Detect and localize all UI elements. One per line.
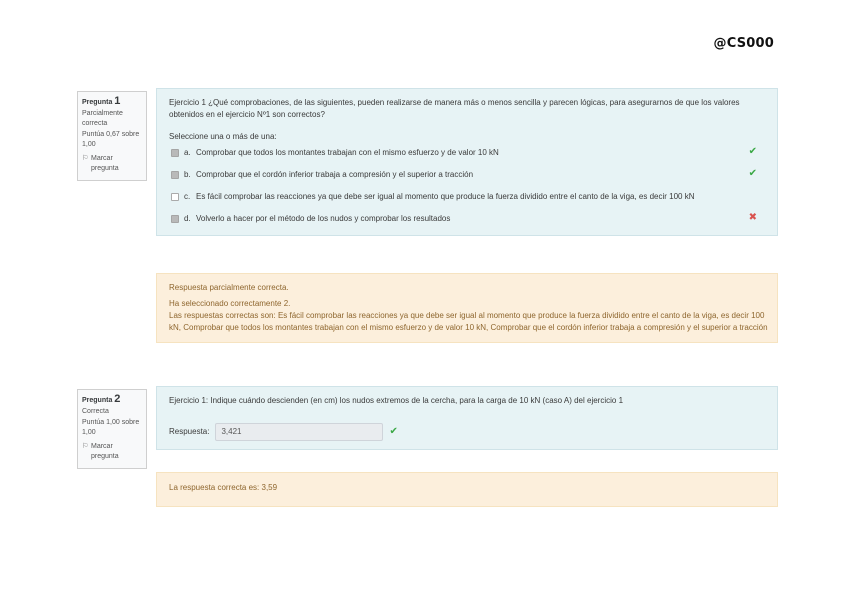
watermark: @CS000 — [713, 36, 774, 51]
option-text: Volverlo a hacer por el método de los nudos y comprobar los resultados — [196, 214, 451, 223]
option-letter: b. — [184, 170, 191, 179]
option-c[interactable] — [169, 189, 771, 205]
feedback-general: Respuesta parcialmente correcta. — [169, 283, 289, 292]
check-icon: ✔ — [748, 146, 757, 157]
option-c-checkbox[interactable] — [171, 193, 179, 201]
check-icon: ✔ — [748, 168, 757, 179]
option-d[interactable] — [169, 211, 771, 227]
question-feedback-2 — [156, 472, 778, 507]
flag-label: Marcar pregunta — [91, 155, 119, 172]
question-info-2 — [77, 389, 147, 469]
option-text: Es fácil comprobar las reacciones ya que debe ser igual al momento que produce la fuerza dividido entre el canto de la viga, es decir 100 kN — [196, 192, 695, 201]
flag-label: Marcar pregunta — [91, 443, 119, 460]
question-number-value: 2 — [114, 393, 121, 405]
feedback-selected: Ha seleccionado correctamente 2. — [169, 299, 291, 308]
question-number — [82, 394, 142, 406]
cross-icon: ✖ — [748, 212, 757, 223]
option-letter: a. — [184, 148, 191, 157]
question-number-value: 1 — [114, 95, 121, 107]
feedback-correct-answers: Las respuestas correctas son: Es fácil comprobar las reacciones ya que debe ser igual al momento que produce la fuerza dividido entre el canto de la viga, es decir 100 kN, Comprobar que todos los montantes trabajan con el mismo esfuerzo y de valor 10 kN, Comprobar que el cordón inferior trabaja a compresión y el superior a tracción — [169, 311, 768, 332]
option-d-checkbox[interactable] — [171, 215, 179, 223]
option-letter: d. — [184, 214, 191, 223]
flag-question-link[interactable] — [82, 442, 142, 462]
question-formulation-1 — [156, 88, 778, 236]
question-text: Ejercicio 1: Indique cuándo descienden (en cm) los nudos extremos de la cercha, para la carga de 10 kN (caso A) del ejercicio 1 — [169, 396, 624, 405]
question-info-1 — [77, 91, 147, 181]
option-b[interactable] — [169, 167, 771, 183]
flag-icon: ⚐ — [82, 443, 89, 450]
check-icon: ✔ — [389, 426, 398, 437]
answer-label: Respuesta: — [169, 427, 210, 436]
question-label: Pregunta — [82, 99, 113, 106]
question-grade: Puntúa 0,67 sobre 1,00 — [82, 131, 140, 148]
option-letter: c. — [184, 192, 191, 201]
question-feedback-1 — [156, 273, 778, 343]
question-grade: Puntúa 1,00 sobre 1,00 — [82, 419, 140, 436]
flag-question-link[interactable] — [82, 154, 142, 174]
question-state: Parcialmente correcta — [82, 110, 123, 127]
question-label: Pregunta — [82, 397, 113, 404]
answer-row — [169, 423, 771, 441]
question-text: Ejercicio 1 ¿Qué comprobaciones, de las siguientes, pueden realizarse de manera más o menos sencilla y parecen lógicas, para asegurarnos de que los valores obtenidos en el ejercicio Nº1 son correctos? — [169, 98, 740, 119]
option-text: Comprobar que el cordón inferior trabaja a compresión y el superior a tracción — [196, 170, 474, 179]
option-b-checkbox[interactable] — [171, 171, 179, 179]
feedback-correct-answer: La respuesta correcta es: 3,59 — [169, 483, 278, 492]
option-a[interactable] — [169, 145, 771, 161]
option-a-checkbox[interactable] — [171, 149, 179, 157]
question-number — [82, 96, 142, 108]
answer-prompt: Seleccione una o más de una: — [169, 132, 277, 141]
option-text: Comprobar que todos los montantes trabajan con el mismo esfuerzo y de valor 10 kN — [196, 148, 499, 157]
answer-input[interactable]: 3,421 — [215, 423, 383, 441]
flag-icon: ⚐ — [82, 155, 89, 162]
question-formulation-2 — [156, 386, 778, 450]
question-state: Correcta — [82, 408, 109, 415]
